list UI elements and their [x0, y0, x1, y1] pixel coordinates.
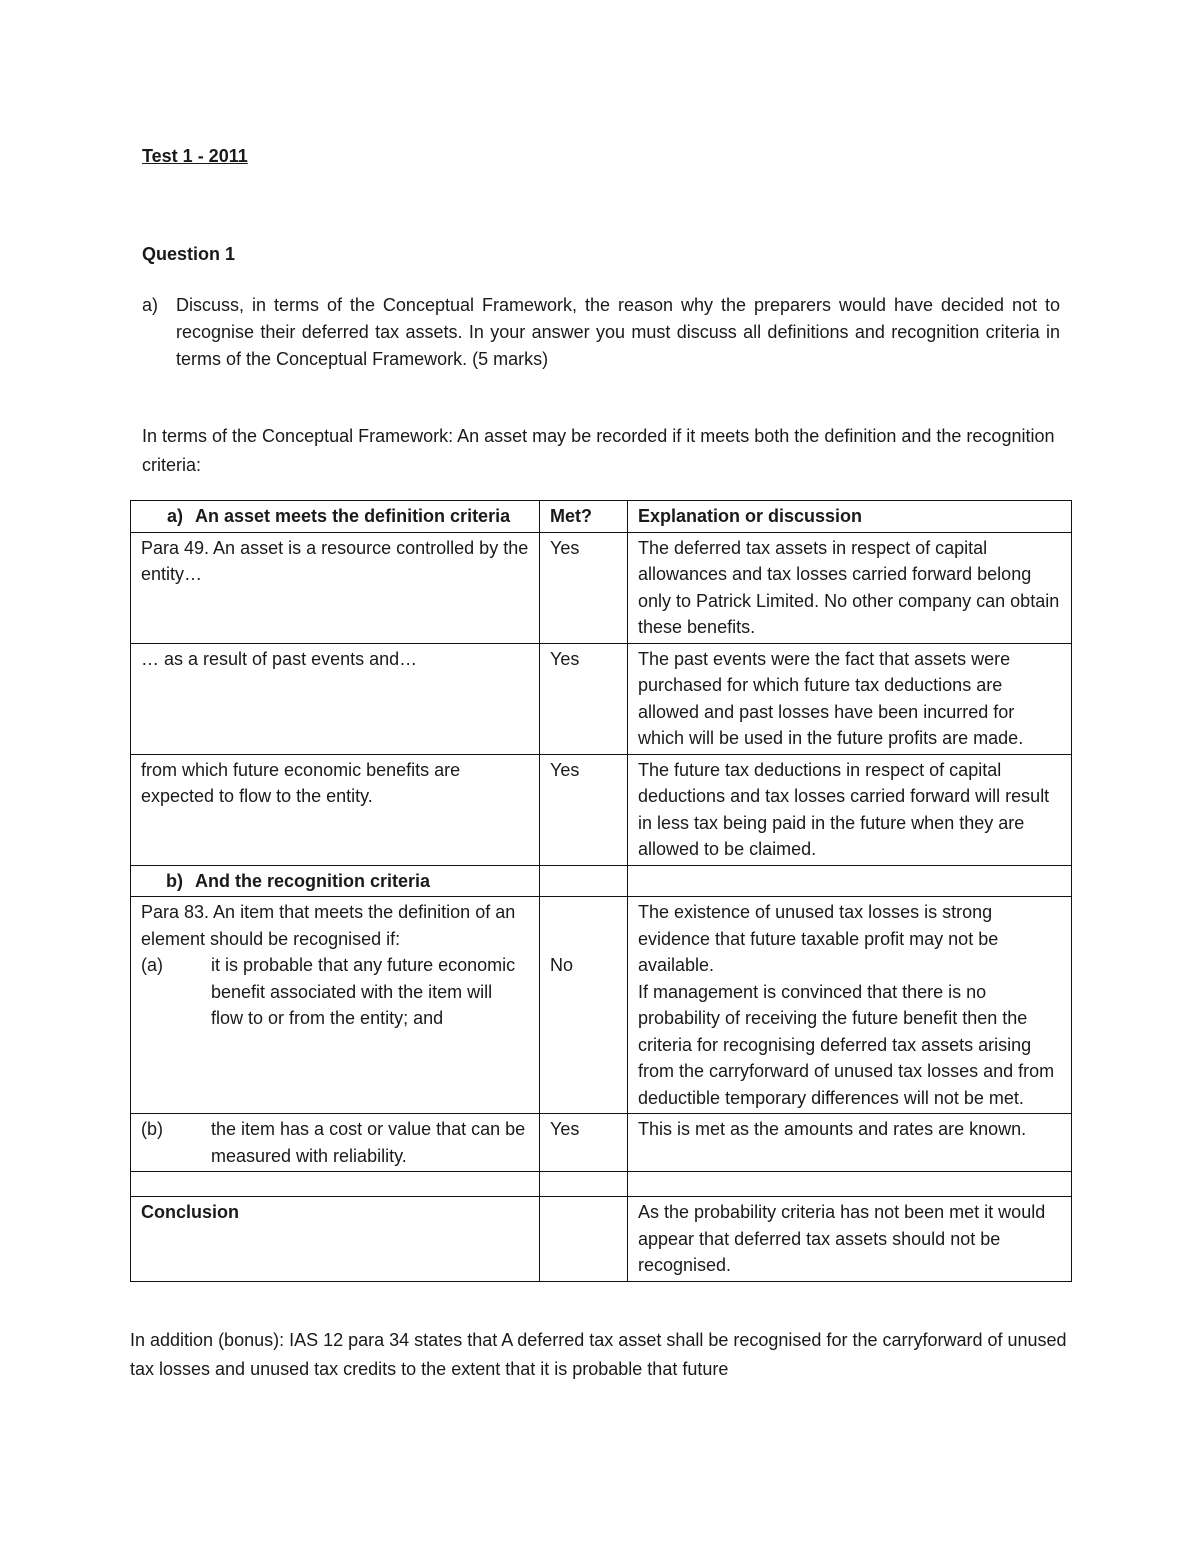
sub-criterion-a-explanation-1: The existence of unused tax losses is strong evidence that future taxable profit may not be available. — [638, 902, 999, 975]
header-criteria-cell — [131, 501, 540, 533]
row-criteria: from which future economic benefits are expected to flow to the entity. — [131, 754, 540, 865]
table-row — [131, 1114, 1072, 1172]
question-part-marker: a) — [142, 295, 159, 315]
recognition-header-row — [131, 865, 1072, 897]
conclusion-explanation: As the probability criteria has not been met it would appear that deferred tax assets should not be recognised. — [628, 1197, 1072, 1282]
recognition-title: And the recognition criteria — [195, 870, 431, 891]
table-header-row — [131, 501, 1072, 533]
conclusion-row — [131, 1197, 1072, 1282]
para-83-intro: Para 83. An item that meets the definition of an element should be recognised if: — [141, 902, 516, 949]
sub-criterion-b-explanation: This is met as the amounts and rates are known. — [628, 1114, 1072, 1172]
page-title: Test 1 - 2011 — [142, 146, 248, 166]
empty-cell — [131, 1172, 540, 1197]
row-met: Yes — [540, 532, 628, 643]
table-row — [131, 754, 1072, 865]
row-explanation: The past events were the fact that assets were purchased for which future tax deductions are allowed and past losses have been incurred for which will be used in the future profits are made. — [628, 643, 1072, 754]
row-explanation: The future tax deductions in respect of capital deductions and tax losses carried forward will result in less tax being paid in the future when they are allowed to be claimed. — [628, 754, 1072, 865]
sub-criterion-b-text: the item has a cost or value that can be measured with reliability. — [211, 1119, 526, 1166]
table-row — [131, 897, 1072, 1114]
row-met: Yes — [540, 643, 628, 754]
sub-criterion-a-label: (a) — [141, 955, 163, 975]
recognition-header-met — [540, 865, 628, 897]
criteria-table — [130, 500, 1072, 1282]
recognition-section-label: b) — [166, 870, 183, 891]
sub-criterion-b — [141, 1116, 529, 1169]
row-criteria: … as a result of past events and… — [131, 643, 540, 754]
conclusion-met — [540, 1197, 628, 1282]
empty-cell — [540, 1172, 628, 1197]
row-criteria: Para 49. An asset is a resource controlled by the entity… — [131, 532, 540, 643]
recognition-header-cell — [131, 865, 540, 897]
question-part-a — [142, 292, 1060, 373]
question-part-text: Discuss, in terms of the Conceptual Framework, the reason why the preparers would have decided not to recognise their deferred tax assets. In your answer you must discuss all definitions and recognition criteria in terms of the Conceptual Framework. (5 marks) — [176, 295, 1060, 369]
sub-criterion-a-text: it is probable that any future economic benefit associated with the item will flow to or from the entity; and — [211, 955, 516, 1028]
row-explanation: The deferred tax assets in respect of capital allowances and tax losses carried forward belong only to Patrick Limited. No other company can obtain these benefits. — [628, 532, 1072, 643]
header-criteria-label: An asset meets the definition criteria — [195, 506, 511, 526]
sub-criterion-b-met: Yes — [540, 1114, 628, 1172]
table-row — [131, 643, 1072, 754]
sub-criterion-a — [141, 952, 529, 1032]
sub-criterion-a-explanation-2: If management is convinced that there is no probability of receiving the future benefit then the criteria for recognising deferred tax assets arising from the carryforward of unused tax losses and from deductible temporary differences will not be met. — [638, 981, 1055, 1108]
sub-criterion-a-met-value: No — [550, 955, 574, 975]
row-met: Yes — [540, 754, 628, 865]
empty-row — [131, 1172, 1072, 1197]
header-explanation: Explanation or discussion — [628, 501, 1072, 533]
recognition-criteria-b — [131, 1114, 540, 1172]
empty-cell — [628, 1172, 1072, 1197]
recognition-header-explanation — [628, 865, 1072, 897]
sub-criterion-b-label: (b) — [141, 1119, 163, 1139]
recognition-criteria-a — [131, 897, 540, 1114]
table-row — [131, 532, 1072, 643]
question-heading: Question 1 — [142, 244, 236, 264]
sub-criterion-a-explanation — [628, 897, 1072, 1114]
header-section-label: a) — [166, 506, 183, 526]
conclusion-label: Conclusion — [131, 1197, 540, 1282]
header-met: Met? — [540, 501, 628, 533]
intro-paragraph: In terms of the Conceptual Framework: An asset may be recorded if it meets both the definition and the recognition criteria: — [142, 426, 1055, 475]
bonus-paragraph: In addition (bonus): IAS 12 para 34 states that A deferred tax asset shall be recognised for the carryforward of unused tax losses and unused tax credits to the extent that it is probable that future — [130, 1330, 1067, 1379]
sub-criterion-a-met — [540, 897, 628, 1114]
